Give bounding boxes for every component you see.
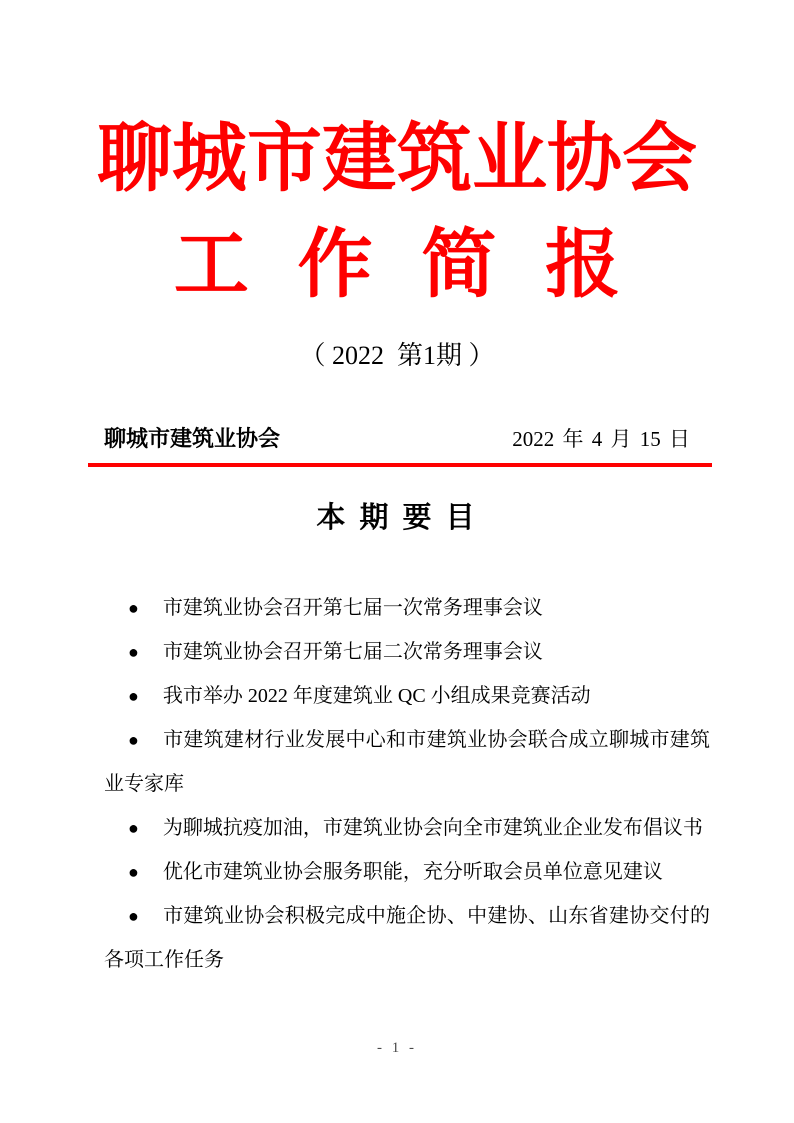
issue-number: （ 2022 第1期 ） bbox=[299, 341, 495, 370]
toc-item bbox=[104, 630, 710, 674]
toc-item bbox=[104, 718, 710, 806]
toc-list bbox=[104, 586, 710, 982]
bullet-icon: ● bbox=[128, 862, 139, 882]
toc-item-text: 市建筑业协会积极完成中施企协、中建协、山东省建协交付的各项工作任务 bbox=[104, 905, 711, 971]
toc-item bbox=[104, 674, 710, 718]
toc-item bbox=[104, 806, 710, 850]
bullet-icon: ● bbox=[128, 906, 140, 926]
toc-item-text: 市建筑业协会召开第七届二次常务理事会议 bbox=[162, 641, 543, 663]
bullet-icon: ● bbox=[128, 598, 139, 618]
bullet-icon: ● bbox=[128, 642, 139, 662]
toc-heading: 本 期 要 目 bbox=[316, 502, 478, 534]
red-divider-line bbox=[88, 463, 712, 467]
toc-item bbox=[104, 850, 710, 894]
bullet-icon: ● bbox=[128, 686, 139, 706]
bullet-icon: ● bbox=[128, 730, 140, 750]
document-title: 聊城市建筑业协会 bbox=[96, 118, 697, 201]
toc-item bbox=[104, 586, 710, 630]
document-title-bulletin: 工 作 简 报 bbox=[173, 224, 621, 307]
page-number: - 1 - bbox=[377, 1040, 417, 1056]
bullet-icon: ● bbox=[128, 818, 139, 838]
publication-date: 2022 年 4 月 15 日 bbox=[512, 427, 690, 451]
toc-item bbox=[104, 894, 710, 982]
toc-item-text: 优化市建筑业协会服务职能，充分听取会员单位意见建议 bbox=[162, 861, 663, 883]
toc-item-text: 我市举办 2022 年度建筑业 QC 小组成果竞赛活动 bbox=[162, 685, 591, 707]
organization-name: 聊城市建筑业协会 bbox=[104, 426, 281, 451]
toc-item-text: 市建筑建材行业发展中心和市建筑业协会联合成立聊城市建筑业专家库 bbox=[104, 729, 711, 795]
toc-item-text: 为聊城抗疫加油，市建筑业协会向全市建筑业企业发布倡议书 bbox=[162, 817, 703, 839]
masthead-row bbox=[104, 423, 690, 455]
toc-item-text: 市建筑业协会召开第七届一次常务理事会议 bbox=[162, 597, 543, 619]
